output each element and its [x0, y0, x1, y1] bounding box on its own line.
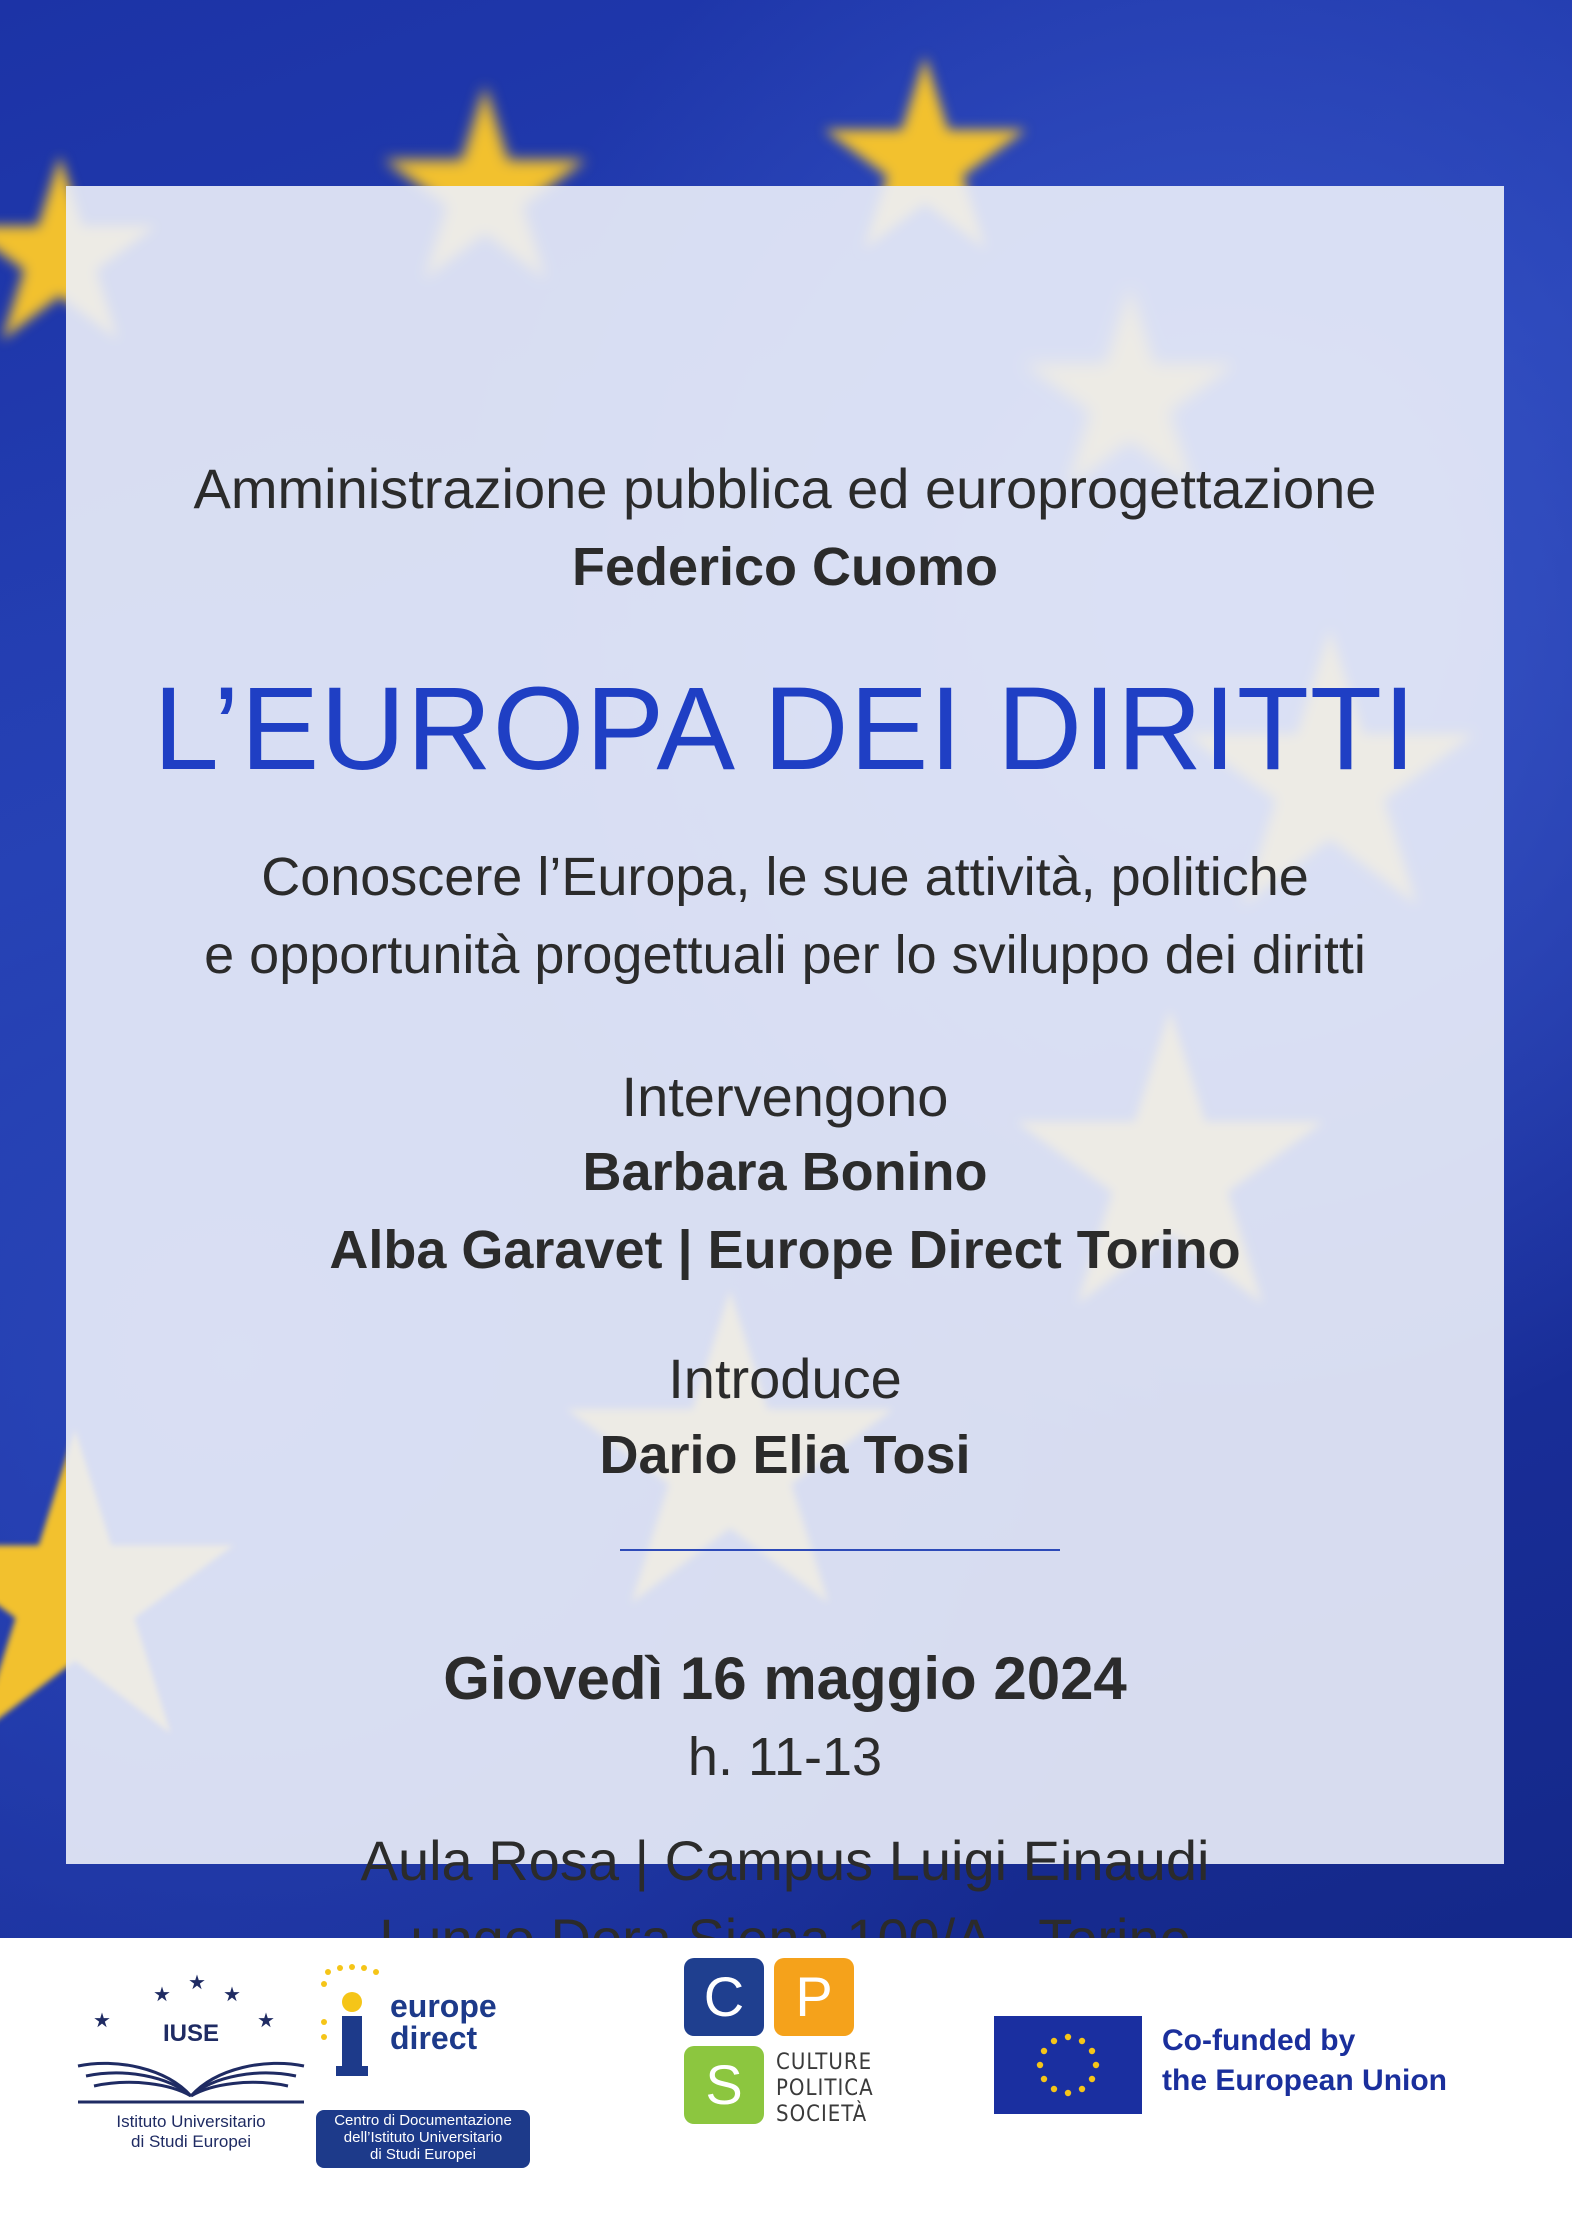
intro-person: Dario Elia Tosi [599, 1425, 971, 1485]
iuse-acronym: IUSE [162, 2020, 219, 2047]
cps-p-tile: P [774, 1958, 854, 2036]
europe-direct-logo [316, 1962, 530, 2172]
iuse-name-line-2: di Studi Europei [130, 2132, 252, 2151]
partner-logos-footer [0, 1938, 1572, 2222]
iuse-book-icon [76, 2046, 306, 2116]
series-title: Amministrazione pubblica ed europrogettazione [193, 457, 1377, 520]
cps-word-politica: POLITICA [776, 2076, 874, 2101]
cps-word-societa: SOCIETÀ [776, 2102, 868, 2127]
event-room: Aula Rosa | Campus Luigi Einaudi [360, 1829, 1210, 1892]
speakers-heading: Intervengono [621, 1065, 949, 1128]
cps-c-tile: C [684, 1958, 764, 2036]
europe-direct-caption-1: Centro di Documentazione [334, 2112, 512, 2129]
europe-direct-caption-3: di Studi Europei [370, 2146, 476, 2163]
cps-logo [684, 1958, 884, 2158]
europe-direct-word-1: europe [390, 1988, 497, 2024]
event-title: L’EUROPA DEI DIRITTI [153, 663, 1417, 795]
europe-direct-word-2: direct [390, 2020, 478, 2056]
eu-cofunded-logo [994, 2016, 1514, 2116]
speaker-2: Alba Garavet | Europe Direct Torino [329, 1220, 1241, 1280]
europe-direct-caption-2: dell’Istituto Universitario [343, 2129, 503, 2146]
event-time: h. 11-13 [687, 1727, 883, 1787]
europe-direct-i-icon [316, 1962, 396, 2082]
eu-cofunded-line-1: Co-funded by [1162, 2024, 1356, 2057]
eu-cofunded-line-2: the European Union [1162, 2064, 1447, 2097]
iuse-name-line-1: Istituto Universitario [116, 2112, 266, 2131]
europe-direct-caption-box [316, 2110, 530, 2168]
event-subtitle-line-2: e opportunità progettuali per lo sviluppo dei diritti [204, 925, 1366, 985]
intro-heading: Introduce [668, 1347, 902, 1410]
cps-word-culture: CULTURE [776, 2050, 873, 2075]
event-subtitle-line-1: Conoscere l’Europa, le sue attività, politiche [261, 847, 1309, 907]
event-info-panel [66, 186, 1504, 1892]
eu-flag-icon [994, 2016, 1142, 2114]
series-author: Federico Cuomo [571, 537, 999, 597]
divider [620, 1549, 1060, 1551]
iuse-logo [76, 1958, 306, 2158]
event-date: Giovedì 16 maggio 2024 [443, 1645, 1127, 1712]
speaker-1: Barbara Bonino [582, 1142, 988, 1202]
cps-s-tile: S [684, 2046, 764, 2124]
